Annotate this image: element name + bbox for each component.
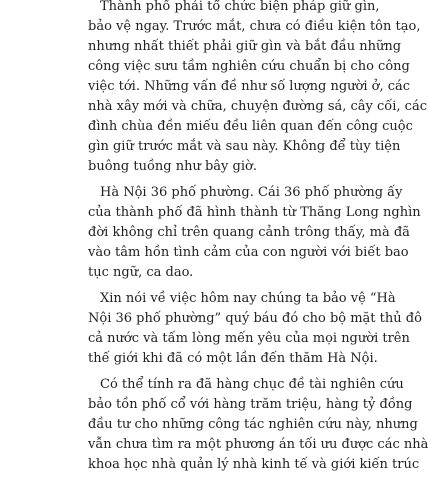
text-line: thế giới khi đã có một lần đến thăm Hà Nội. bbox=[88, 351, 378, 366]
paragraph-3 bbox=[88, 289, 422, 369]
paragraph-2 bbox=[88, 183, 421, 283]
text-line: bảo tồn phố cổ với hàng trăm triệu, hàng tỷ đồng bbox=[88, 397, 413, 412]
text-line: đình chùa đền miếu đều liên quan đến công cuộc bbox=[88, 119, 413, 134]
text-line: việc tới. Những vấn đề như số lượng người ở, các bbox=[88, 79, 411, 94]
text-line: Có thể tính ra đã hàng chục đề tài nghiên cứu bbox=[100, 377, 404, 392]
text-line: vẫn chưa tìm ra một phương án tối ưu được các nhà bbox=[88, 437, 428, 452]
text-line: Nội 36 phố phường” quý báu đó cho bộ mặt thủ đô bbox=[88, 311, 422, 326]
text-line: khoa học nhà quản lý nhà kinh tế và giới kiến trúc bbox=[88, 457, 420, 472]
text-line: nhưng nhất thiết phải giữ gìn và bắt đầu những bbox=[88, 39, 402, 54]
text-line: tục ngữ, ca dao. bbox=[88, 265, 194, 280]
text-line: gìn giữ trước mắt và sau này. Không để tùy tiện bbox=[88, 139, 401, 154]
text-column bbox=[88, 0, 428, 481]
text-line: bảo vệ ngay. Trước mắt, chưa có điều kiện tôn tạo, bbox=[88, 19, 421, 34]
text-line: cả nước và tấm lòng mến yêu của mọi người trên bbox=[88, 331, 410, 346]
text-line: vào tâm hồn tình cảm của con người với biết bao bbox=[88, 245, 409, 260]
text-line: buông tuồng như bây giờ. bbox=[88, 159, 257, 174]
text-line: nhà xây mới và chữa, chuyện đường sá, cây cối, các bbox=[88, 99, 427, 114]
text-line: của thành phố đã hình thành từ Thăng Long nghìn bbox=[88, 205, 421, 220]
text-line: công việc sưu tầm nghiên cứu chuẩn bị cho công bbox=[88, 59, 410, 74]
text-line: đầu tư cho những công tác nghiên cứu này, nhưng bbox=[88, 417, 418, 432]
text-line: Hà Nội 36 phố phường. Cái 36 phố phường ấy bbox=[100, 185, 403, 200]
text-line: Xin nói về việc hôm nay chúng ta bảo vệ “Hà bbox=[100, 291, 396, 306]
paragraph-1 bbox=[88, 0, 427, 177]
text-line: Thành phố phải tổ chức biện pháp giữ gìn, bbox=[100, 0, 380, 14]
paragraph-4 bbox=[88, 375, 428, 475]
text-line: đời không chỉ trên quang cảnh trông thấy, mà đã bbox=[88, 225, 410, 240]
